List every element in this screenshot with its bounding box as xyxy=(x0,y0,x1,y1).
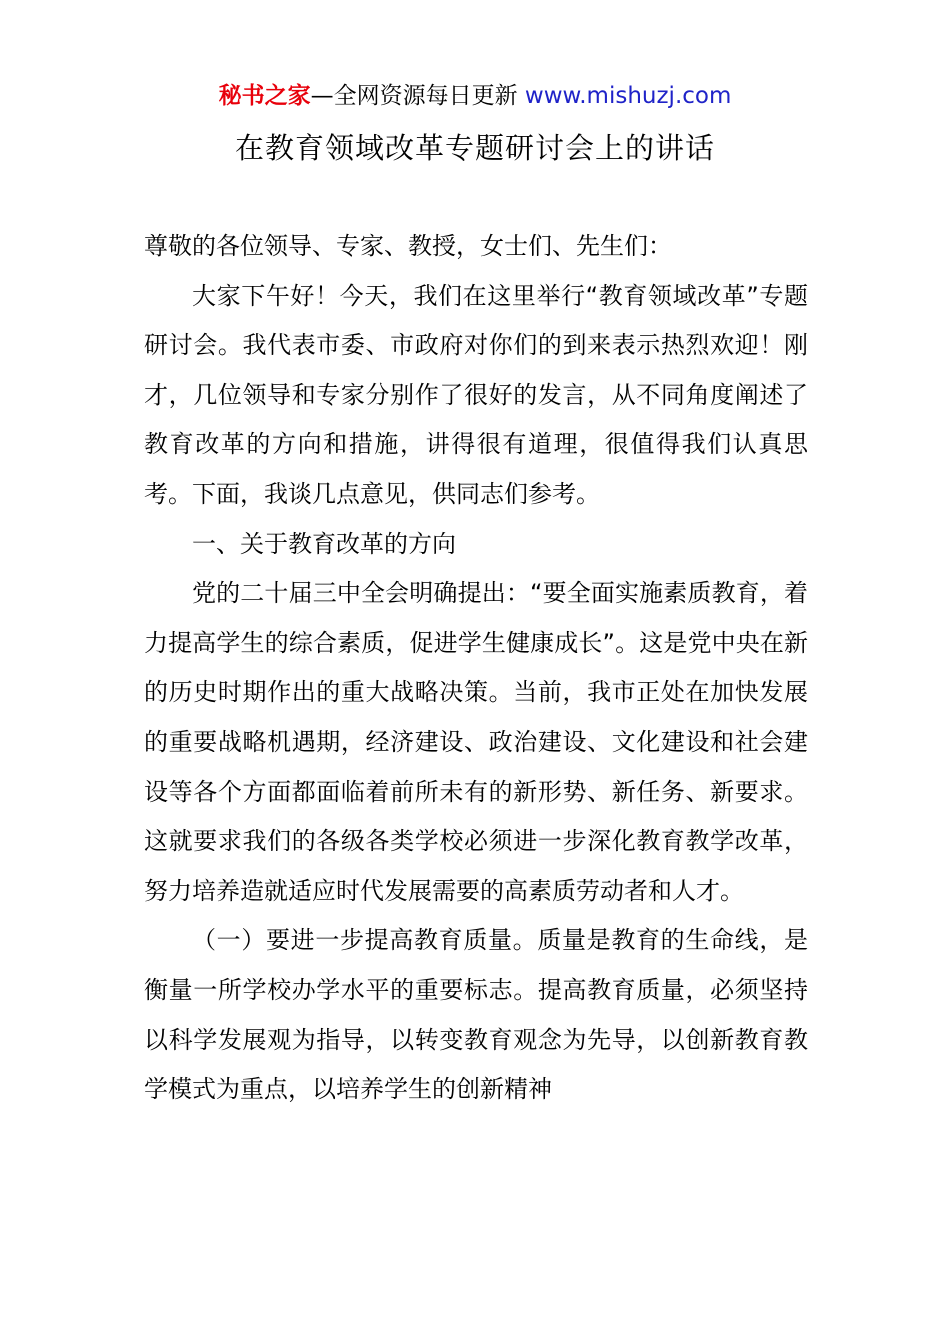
greeting-line: 尊敬的各位领导、专家、教授，女士们、先生们： xyxy=(144,232,672,260)
site-banner xyxy=(0,80,950,112)
paragraph-direction: 党的二十届三中全会明确提出：“要全面实施素质教育，着力提高学生的综合素质，促进学生健康成长”。这是党中央在新的历史时期作出的重大战略决策。当前，我市正处在加快发展的重要战略机遇期，经济建设、政治建设、文化建设和社会建设等各个方面都面临着前所未有的新形势、新任务、新要求。这就要求我们的各级各类学校必须进一步深化教育教学改革，努力培养造就适应时代发展需要的高素质劳动者和人才。 xyxy=(144,579,808,905)
site-tagline: —全网资源每日更新 xyxy=(310,83,525,109)
site-brand: 秘书之家 xyxy=(218,83,311,109)
paragraph-opening: 大家下午好！今天，我们在这里举行“教育领域改革”专题研讨会。我代表市委、市政府对你们的到来表示热烈欢迎！刚才，几位领导和专家分别作了很好的发言，从不同角度阐述了教育改革的方向和措施，讲得很有道理，很值得我们认真思考。下面，我谈几点意见，供同志们参考。 xyxy=(144,281,808,508)
document-title: 在教育领域改革专题研讨会上的讲话 xyxy=(234,131,715,165)
paragraph-quality: （一）要进一步提高教育质量。质量是教育的生命线，是衡量一所学校办学水平的重要标志。提高教育质量，必须坚持以科学发展观为指导，以转变教育观念为先导，以创新教育教学模式为重点，以培养学生的创新精神 xyxy=(144,926,808,1104)
document-body xyxy=(144,222,808,1115)
site-url-link[interactable]: www.mishuzj.com xyxy=(524,83,732,109)
section-heading-1: 一、关于教育改革的方向 xyxy=(192,529,456,558)
